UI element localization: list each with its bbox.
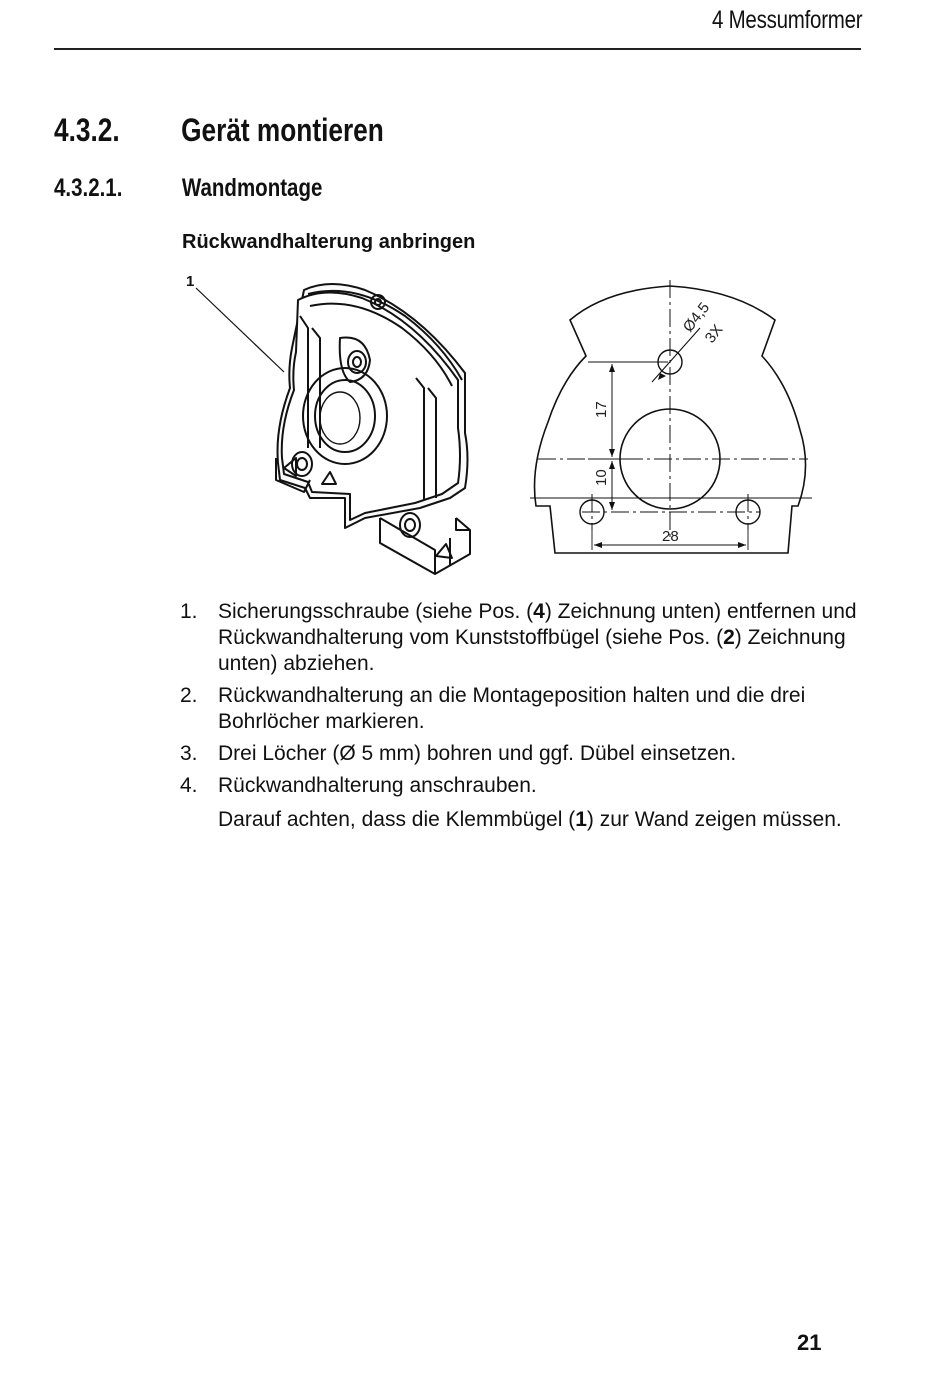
running-header: 4 Messumformer [711,6,862,34]
step-text: Rückwandhalterung anschrauben. [218,774,537,797]
dim-vertical-lower: 10 [593,469,610,486]
subsection-number: 4.3.2.1. [54,174,123,202]
subsection-title: Wandmontage [181,174,323,202]
step-text: ) Zeichnung unten) abziehen. [218,626,846,675]
step-text: Drei Löcher (Ø 5 mm) bohren und ggf. Dübel einsetzen. [218,742,737,765]
list-item [180,741,870,767]
step-number: 3. [180,742,198,765]
note-text: ) zur Wand zeigen müssen. [586,808,842,831]
subheading: Rückwandhalterung anbringen [182,231,476,253]
bracket-isometric-drawing [196,284,470,574]
header-rule [54,48,861,50]
list-item [180,683,870,735]
mounting-figure [180,268,820,590]
page-number: 21 [797,1330,822,1355]
step-number: 2. [180,684,198,707]
instruction-list [180,599,870,839]
callout-label: 1 [186,273,195,290]
step-text: ) Zeichnung unten) entfernen und Rückwandhalterung vom Kunststoffbügel (siehe Pos. ( [218,600,857,649]
position-ref: 2 [723,626,735,649]
list-item [180,773,870,833]
step-number: 4. [180,774,198,797]
section-heading [54,112,628,149]
dim-hole-diameter: Ø4,5 [679,299,714,336]
mounting-drawing [180,268,820,590]
step-number: 1. [180,600,198,623]
section-title: Gerät montieren [181,112,384,148]
section-number: 4.3.2. [54,112,120,148]
dim-horizontal: 28 [662,528,679,545]
callout-leader-line [196,288,284,372]
dim-vertical-upper: 17 [593,401,610,418]
subsection-heading [54,174,628,203]
step-text: Rückwandhalterung an die Montageposition halten und die drei Bohrlöcher markieren. [218,684,806,733]
step-text: Sicherungsschraube (siehe Pos. ( [218,600,534,623]
list-item [180,599,870,677]
dim-hole-count: 3X [701,321,727,347]
step-note [218,807,870,833]
hole-pattern-drawing [530,280,812,553]
note-text: Darauf achten, dass die Klemmbügel ( [218,808,576,831]
position-ref: 1 [575,808,587,831]
position-ref: 4 [533,600,545,623]
